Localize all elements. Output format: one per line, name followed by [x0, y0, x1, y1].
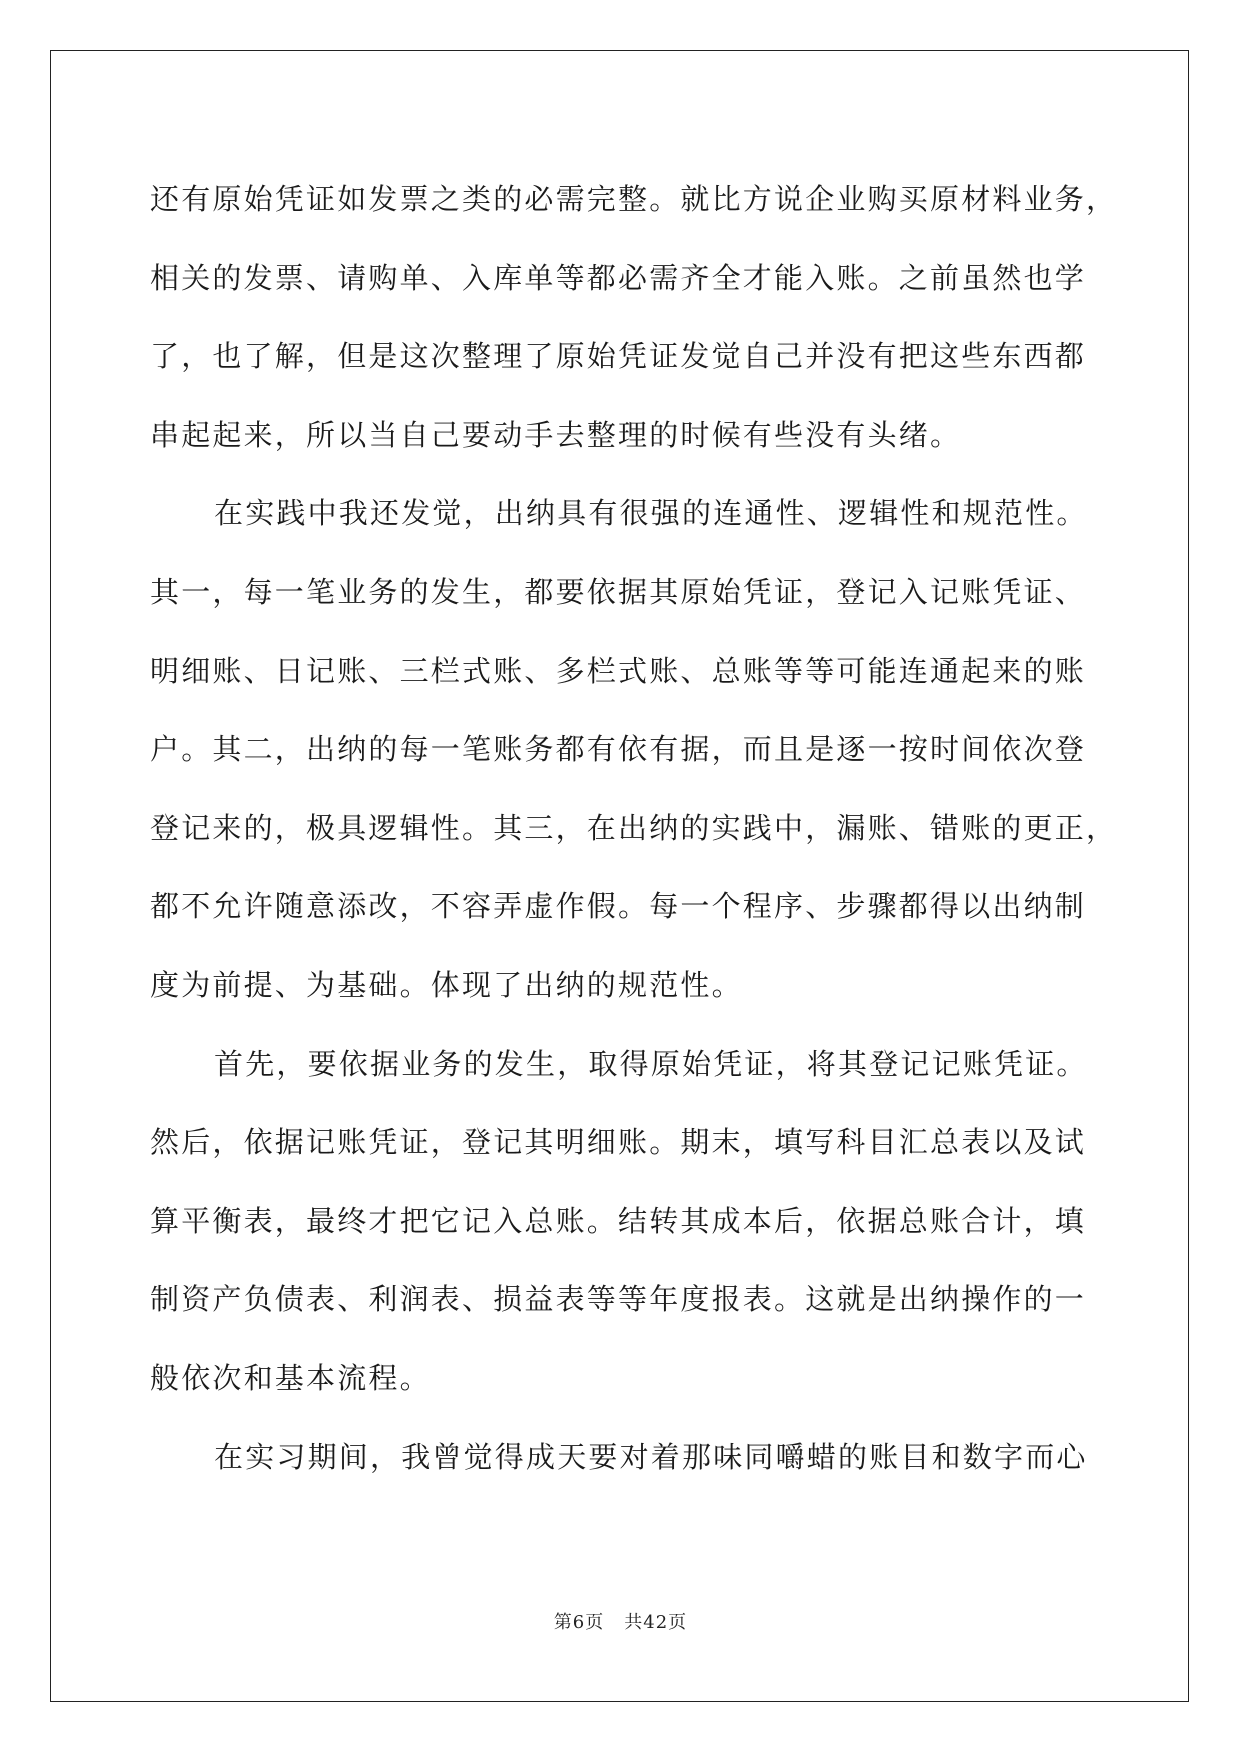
text-line: 都不允许随意添改，不容弄虚作假。每一个程序、步骤都得以出纳制: [150, 889, 1087, 924]
text-line: 登记来的，极具逻辑性。其三，在出纳的实践中，漏账、错账的更正，: [150, 810, 1118, 845]
text-line: 相关的发票、请购单、入库单等都必需齐全才能入账。之前虽然也学: [150, 260, 1087, 295]
text-line: 明细账、日记账、三栏式账、多栏式账、总账等等可能连通起来的账: [150, 653, 1087, 688]
page-number: 第6页: [553, 1612, 605, 1633]
text-line: 串起起来，所以当自己要动手去整理的时候有些没有头绪。: [150, 417, 962, 452]
text-line: 度为前提、为基础。体现了出纳的规范性。: [150, 967, 743, 1002]
text-line: 般依次和基本流程。: [150, 1360, 431, 1395]
text-line: 算平衡表，最终才把它记入总账。结转其成本后，依据总账合计，填: [150, 1203, 1087, 1238]
text-line: 其一，每一笔业务的发生，都要依据其原始凭证，登记入记账凭证、: [150, 574, 1087, 609]
page-footer: [0, 1608, 1241, 1634]
paragraph-first-line: 在实践中我还发觉，出纳具有很强的连通性、逻辑性和规范性。: [214, 496, 1088, 531]
text-line: 还有原始凭证如发票之类的必需完整。就比方说企业购买原材料业务，: [150, 182, 1118, 216]
document-body: [150, 160, 1118, 1496]
text-line: 然后，依据记账凭证，登记其明细账。期末，填写科目汇总表以及试: [150, 1125, 1087, 1160]
text-line: 了，也了解，但是这次整理了原始凭证发觉自己并没有把这些东西都: [150, 339, 1087, 374]
paragraph-first-line: 在实习期间，我曾觉得成天要对着那味同嚼蜡的账目和数字而心: [214, 1439, 1088, 1474]
text-line: 户。其二，出纳的每一笔账务都有依有据，而且是逐一按时间依次登: [150, 732, 1087, 767]
text-line: 制资产负债表、利润表、损益表等等年度报表。这就是出纳操作的一: [150, 1282, 1087, 1317]
page-total: 共42页: [624, 1612, 688, 1633]
paragraph-first-line: 首先，要依据业务的发生，取得原始凭证，将其登记记账凭证。: [214, 1046, 1088, 1081]
